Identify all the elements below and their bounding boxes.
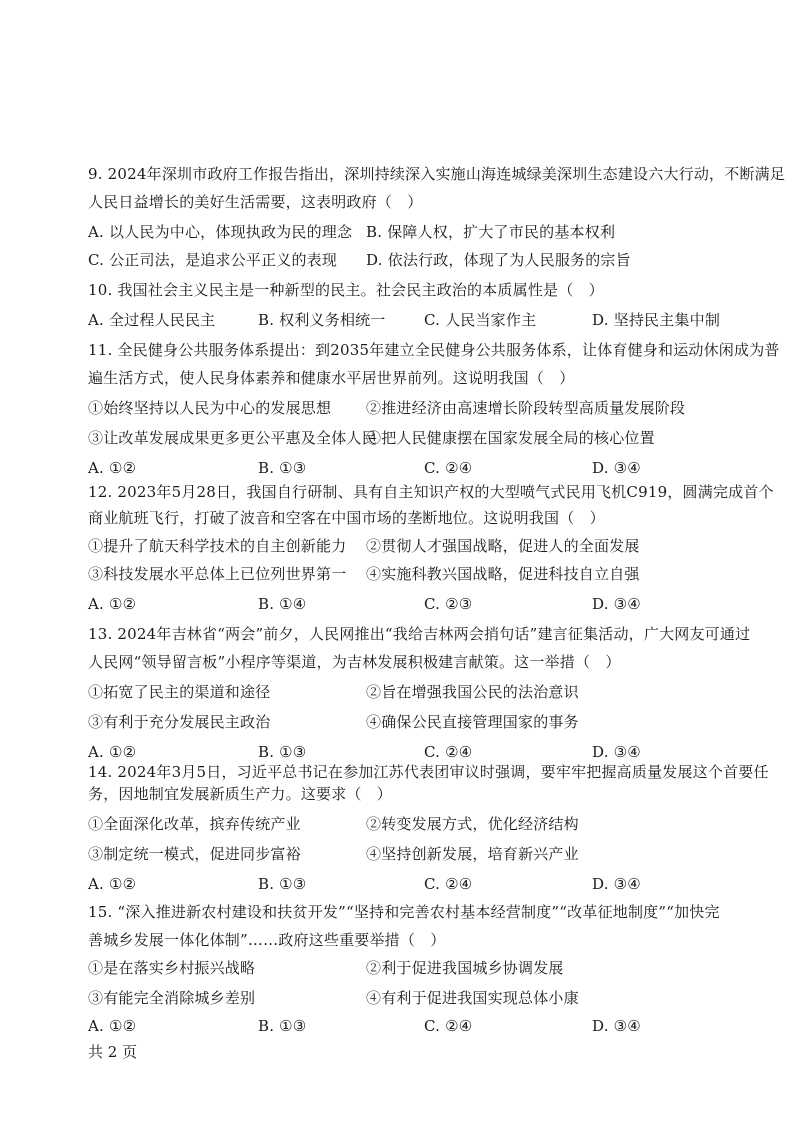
statement-1: ①提升了航天科学技术的自主创新能力 [88, 537, 347, 555]
statement-2: ②旨在增强我国公民的法治意识 [366, 683, 579, 701]
statement-4: ④把人民健康摆在国家发展全局的核心位置 [366, 429, 655, 447]
statement-3: ③制定统一模式，促进同步富裕 [88, 845, 301, 863]
question-12-stem-line-1: 12. 2023年5月28日，我国自行研制、具有自主知识产权的大型喷气式民用飞机C919，圆满完成首个 [88, 483, 774, 501]
statement-2: ②利于促进我国城乡协调发展 [366, 959, 564, 977]
option-c: C. ②④ [424, 743, 473, 761]
question-11-statements-row-1 [88, 394, 748, 422]
option-b: B. 保障人权，扩大了市民的基本权利 [366, 223, 616, 241]
statement-2: ②贯彻人才强国战略，促进人的全面发展 [366, 537, 640, 555]
question-9-stem-line-1: 9. 2024年深圳市政府工作报告指出，深圳持续深入实施山海连城绿美深圳生态建设六大行动，不断满足 [88, 165, 786, 183]
question-15-statements-row-2 [88, 984, 748, 1012]
question-15-stem-line-2: 善城乡发展一体化体制”……政府这些重要举措（ ） [88, 931, 446, 949]
statement-4: ④实施科教兴国战略，促进科技自立自强 [366, 565, 640, 583]
question-12-stem-line-2: 商业航班飞行，打破了波音和空客在中国市场的垄断地位。这说明我国（ ） [88, 509, 605, 527]
question-12-statements-row-1 [88, 532, 748, 560]
question-9-stem-line-2: 人民日益增长的美好生活需要，这表明政府（ ） [88, 193, 423, 211]
question-12-options [88, 590, 748, 618]
option-b: B. ①③ [258, 875, 307, 893]
option-c: C. 人民当家作主 [424, 311, 537, 329]
option-d: D. ③④ [592, 743, 641, 761]
question-9-options-row-1 [88, 218, 748, 246]
option-c: C. ②④ [424, 1017, 473, 1035]
question-10-stem: 10. 我国社会主义民主是一种新型的民主。社会民主政治的本质属性是（ ） [88, 281, 604, 299]
statement-3: ③有能完全消除城乡差别 [88, 989, 256, 1007]
question-10-options [88, 306, 748, 334]
option-b: B. ①③ [258, 459, 307, 477]
option-a: A. ①② [88, 595, 137, 613]
question-11-stem-line-1: 11. 全民健身公共服务体系提出：到2035年建立全民健身公共服务体系，让体育健身和运动休闲成为普 [88, 341, 780, 359]
statement-3: ③有利于充分发展民主政治 [88, 713, 271, 731]
question-14-statements-row-1 [88, 810, 748, 838]
question-11-stem-line-2: 遍生活方式，使人民身体素养和健康水平居世界前列。这说明我国（ ） [88, 369, 575, 387]
question-13-statements-row-1 [88, 678, 748, 706]
option-b: B. ①③ [258, 1017, 307, 1035]
question-12-statements-row-2 [88, 560, 748, 588]
question-14-statements-row-2 [88, 840, 748, 868]
page-count-footer: 共 2 页 [88, 1043, 138, 1061]
option-c: C. 公正司法，是追求公平正义的表现 [88, 251, 338, 269]
option-d: D. ③④ [592, 595, 641, 613]
option-a: A. ①② [88, 743, 137, 761]
question-13-stem-line-2: 人民网“领导留言板”小程序等渠道，为吉林发展积极建言献策。这一举措（ ） [88, 653, 621, 671]
option-c: C. ②③ [424, 595, 473, 613]
option-d: D. ③④ [592, 459, 641, 477]
option-b: B. ①③ [258, 743, 307, 761]
question-15-stem-line-1: 15. “深入推进新农村建设和扶贫开发”“坚持和完善农村基本经营制度”“改革征地制度”“加快完 [88, 903, 720, 921]
statement-2: ②转变发展方式，优化经济结构 [366, 815, 579, 833]
statement-1: ①始终坚持以人民为中心的发展思想 [88, 399, 332, 417]
option-d: D. ③④ [592, 1017, 641, 1035]
question-11-statements-row-2 [88, 424, 748, 452]
question-13-statements-row-2 [88, 708, 748, 736]
option-d: D. 依法行政，体现了为人民服务的宗旨 [366, 251, 631, 269]
statement-2: ②推进经济由高速增长阶段转型高质量发展阶段 [366, 399, 686, 417]
option-d: D. 坚持民主集中制 [592, 311, 721, 329]
option-a: A. ①② [88, 459, 137, 477]
option-b: B. 权利义务相统一 [258, 311, 386, 329]
option-a: A. ①② [88, 1017, 137, 1035]
statement-1: ①是在落实乡村振兴战略 [88, 959, 256, 977]
option-d: D. ③④ [592, 875, 641, 893]
question-14-stem-line-2: 务，因地制宜发展新质生产力。这要求（ ） [88, 785, 393, 803]
option-a: A. 全过程人民民主 [88, 311, 216, 329]
question-15-options [88, 1012, 748, 1040]
question-14-stem-line-1: 14. 2024年3月5日，习近平总书记在参加江苏代表团审议时强调，要牢牢把握高质量发展这个首要任 [88, 763, 769, 781]
question-13-stem-line-1: 13. 2024年吉林省“两会”前夕，人民网推出“我给吉林两会捎句话”建言征集活动，广大网友可通过 [88, 625, 751, 643]
question-9-options-row-2 [88, 246, 748, 274]
option-c: C. ②④ [424, 459, 473, 477]
question-14-options [88, 870, 748, 898]
option-a: A. 以人民为中心，体现执政为民的理念 [88, 223, 353, 241]
statement-4: ④有利于促进我国实现总体小康 [366, 989, 579, 1007]
option-a: A. ①② [88, 875, 137, 893]
statement-3: ③科技发展水平总体上已位列世界第一 [88, 565, 347, 583]
question-15-statements-row-1 [88, 954, 748, 982]
option-b: B. ①④ [258, 595, 307, 613]
option-c: C. ②④ [424, 875, 473, 893]
statement-3: ③让改革发展成果更多更公平惠及全体人民 [88, 429, 377, 447]
statement-1: ①拓宽了民主的渠道和途径 [88, 683, 271, 701]
statement-1: ①全面深化改革，摈弃传统产业 [88, 815, 301, 833]
statement-4: ④确保公民直接管理国家的事务 [366, 713, 579, 731]
statement-4: ④坚持创新发展，培育新兴产业 [366, 845, 579, 863]
